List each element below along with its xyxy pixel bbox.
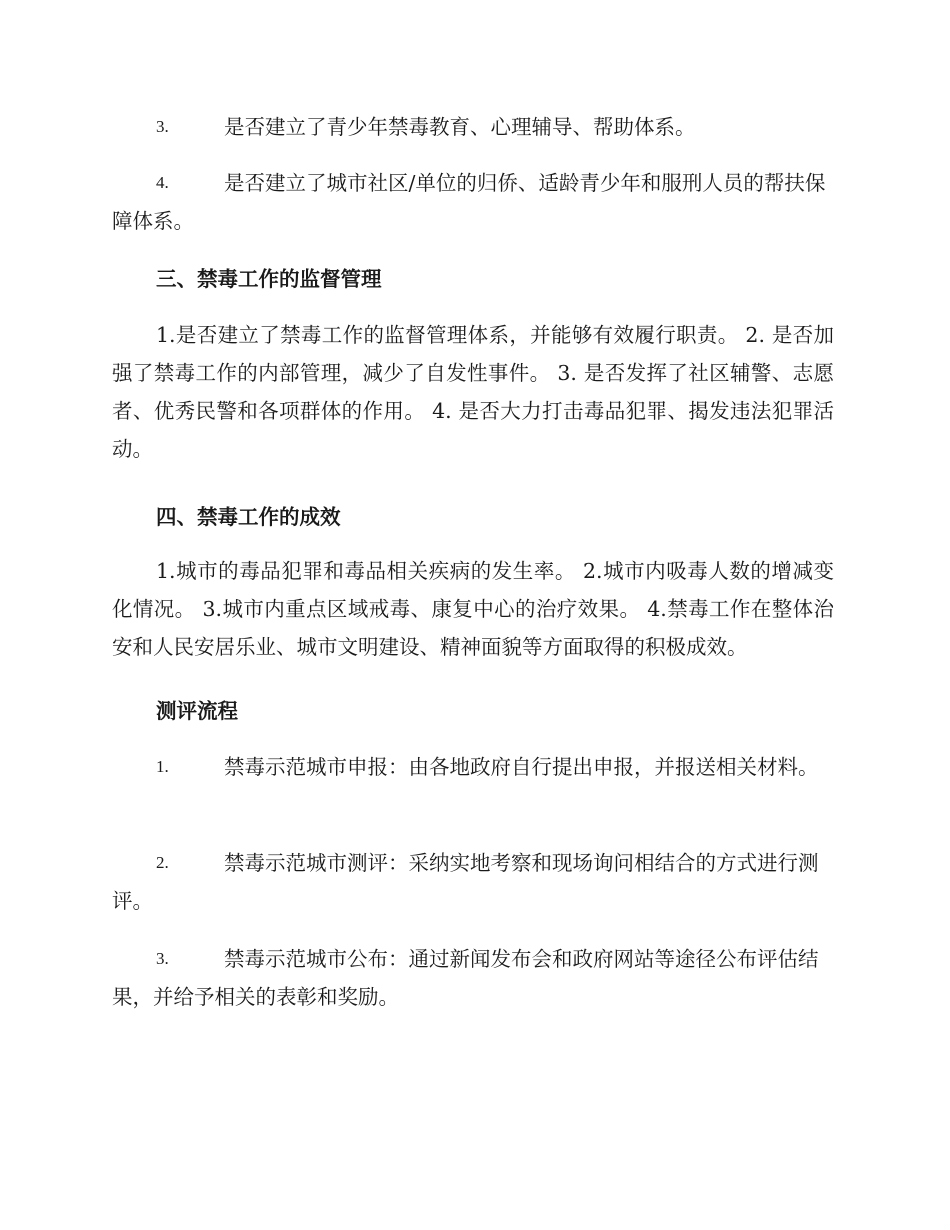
list-item-number: 4. [156, 173, 169, 192]
list-item [112, 844, 834, 920]
list-item-text: 禁毒示范城市申报：由各地政府自行提出申报，并报送相关材料。 [224, 755, 819, 779]
list-item-text: 是否建立了青少年禁毒教育、心理辅导、帮助体系。 [224, 115, 696, 139]
list-item-number: 1. [156, 757, 169, 776]
list-item-text: 是否建立了城市社区/单位的归侨、适龄青少年和服刑人员的帮扶保障体系。 [112, 171, 826, 233]
list-item [112, 940, 834, 1016]
list-item [112, 108, 834, 146]
list-item-number: 3. [156, 117, 169, 136]
list-item [112, 164, 834, 240]
section-heading: 测评流程 [156, 699, 238, 723]
list-item [112, 748, 834, 786]
list-item-number: 3. [156, 949, 169, 968]
list-item-text: 禁毒示范城市测评：采纳实地考察和现场询问相结合的方式进行测评。 [112, 851, 819, 913]
section-heading: 三、禁毒工作的监督管理 [156, 267, 382, 291]
section-paragraph: 1.城市的毒品犯罪和毒品相关疾病的发生率。 2.城市内吸毒人数的增减变化情况。 3.城市内重点区域戒毒、康复中心的治疗效果。 4.禁毒工作在整体治安和人民安居乐业、城市文明建设、精神面貌等方面取得的积极成效。 [112, 559, 834, 659]
list-item-text: 禁毒示范城市公布：通过新闻发布会和政府网站等途径公布评估结果，并给予相关的表彰和奖励。 [112, 947, 819, 1009]
section-paragraph: 1.是否建立了禁毒工作的监督管理体系，并能够有效履行职责。 2. 是否加强了禁毒工作的内部管理，减少了自发性事件。 3. 是否发挥了社区辅警、志愿者、优秀民警和各项群体的作用。 4. 是否大力打击毒品犯罪、揭发违法犯罪活动。 [112, 323, 834, 461]
section-heading: 四、禁毒工作的成效 [156, 505, 341, 529]
list-item-number: 2. [156, 853, 169, 872]
